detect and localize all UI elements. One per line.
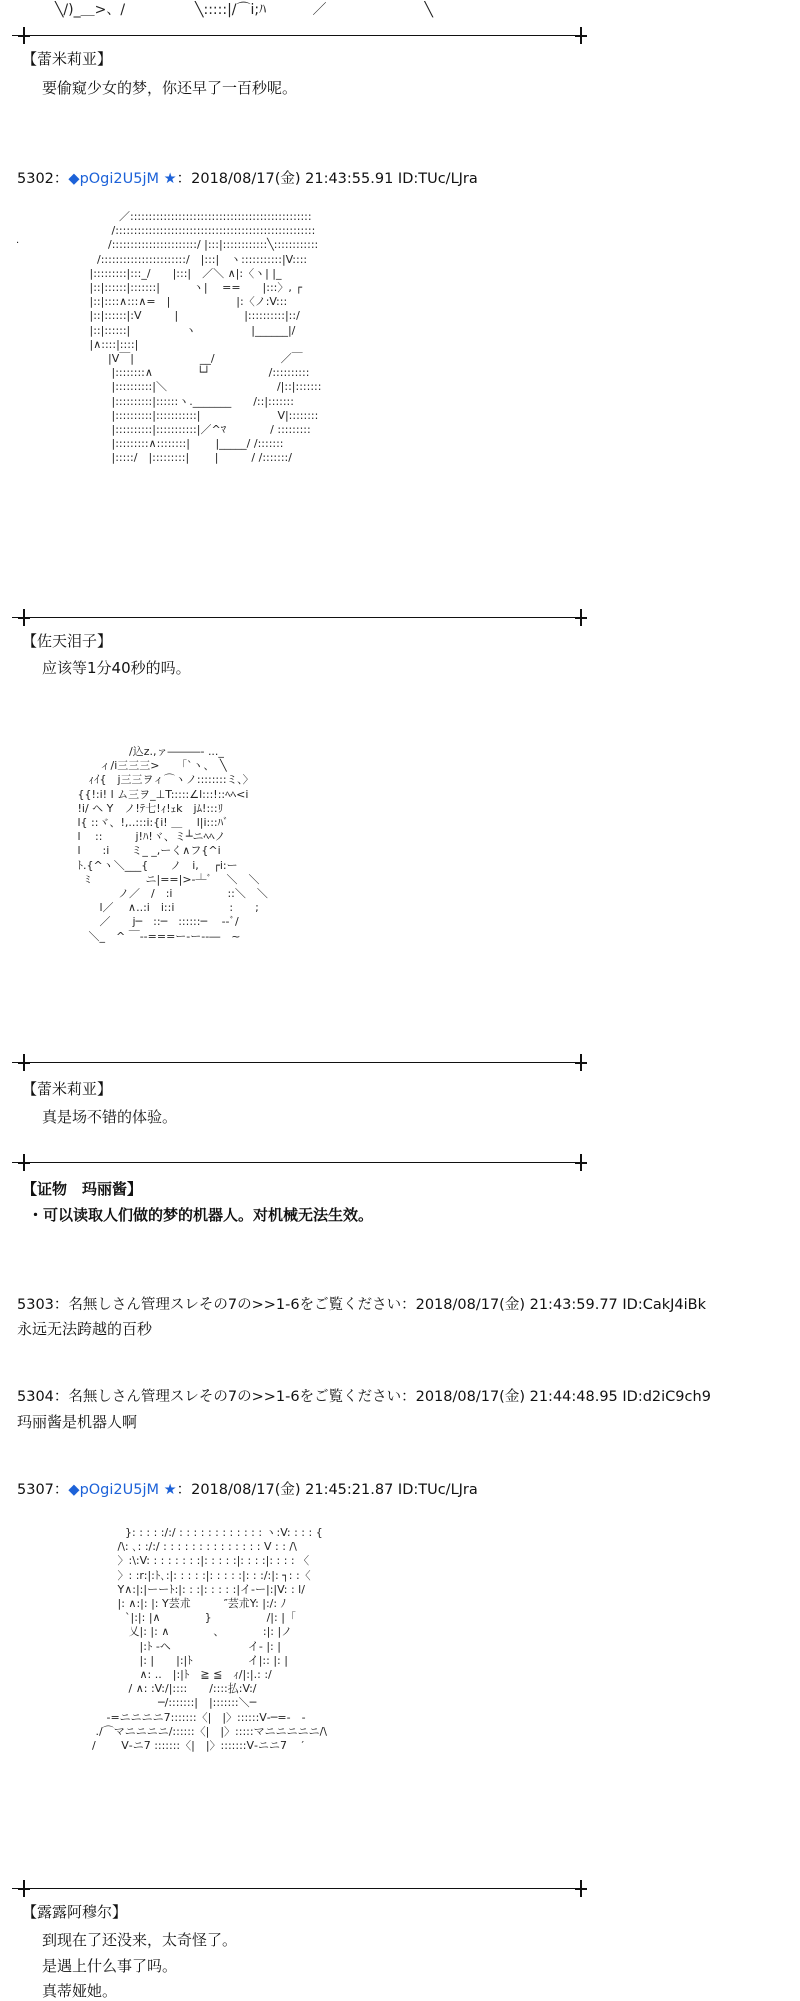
post-separator: ： (176, 1482, 192, 1498)
ascii-art-line: |∧::::|::::| (75, 337, 139, 351)
ascii-art-line: |::|::::∧:::∧= | |:〈ノ:V::: (75, 295, 288, 309)
ascii-art-line: l／ ∧..:i i::i : ; (52, 901, 259, 915)
speaker-name: 【蕾米莉亚】 (22, 1080, 113, 1098)
ascii-art-line: ─/:::::::| |:::::::＼─ (70, 1696, 257, 1710)
ascii-art-line: /:::::::::::::::::::::::/ |:::| ヽ:::::::::::|V:::: (75, 252, 308, 266)
ascii-art-line: |:::::::::∧::::::::| |_____/ /::::::: (75, 437, 284, 451)
section-divider (12, 1154, 587, 1172)
ascii-art-character (70, 1526, 327, 1753)
dialogue-line: 应该等1分40秒的吗。 (42, 659, 191, 677)
ascii-art-line: |::::::::::|:::::::::::|／^ﾏ / ::::::::: (75, 423, 311, 437)
ascii-art-line: |::::::::∧ └┘ /:::::::::: (75, 366, 310, 380)
evidence-description: ・可以读取人们做的梦的机器人。对机械无法生效。 (28, 1206, 374, 1224)
ascii-art-line: |: | |:|ﾄ イ|:: |: | (70, 1653, 288, 1667)
ascii-art-line: /:::::::::::::::::::::::/ |:::|::::::::::::╲:::::::::::: (75, 238, 319, 252)
ascii-art-line: |::|::::::|:::::::| ヽ| == |:::〉, ┌ (75, 281, 302, 295)
ascii-art-line: ィ/i三三三> 「`ヽ、 ╲ (52, 759, 227, 773)
dialogue-line: 要偷窥少女的梦，你还早了一百秒呢。 (42, 79, 298, 97)
ascii-art-fragment-top: ╲/)_＿>、/ ╲:::::|/⌒i;ﾊ ／ ╲ (55, 2, 433, 18)
ascii-art-line: |::|::::::| ヽ |______|/ (75, 323, 296, 337)
ascii-art-line: ／::::::::::::::::::::::::::::::::::::::::::::::::: (75, 210, 312, 223)
section-divider (12, 27, 587, 45)
stray-dot: . (16, 235, 20, 246)
dialogue-line: 真蒂娅她。 (42, 1982, 118, 2000)
ascii-art-line: |::|::::::|:V | |::::::::::|::/ (75, 309, 300, 323)
ascii-art-line: 〉:\:V: : : : : : : :|: : : : :|: : : :|: : : : 〈 (70, 1554, 310, 1568)
ascii-art-line: {{!:i! l ム三ヲ_⊥T:::::∠l:::!::ﾍﾍ<i (52, 787, 249, 801)
dialogue-line: 是遇上什么事了吗。 (42, 1957, 178, 1975)
ascii-art-line: ／ j─ ::─ ::::::─ ‐-ﾞ/ (52, 915, 239, 929)
ascii-art-line: ノ／ / :i ::＼ ＼ (52, 887, 268, 901)
ascii-art-line: ｨｲ{ j三三ヲィ⌒ヽノ::::::::ミ、〉 (52, 773, 254, 787)
ascii-art-line: /込z.,ァ―――- ..._ (52, 745, 224, 758)
tripcode-link[interactable]: pOgi2U5jM (79, 171, 160, 187)
post-header (17, 170, 478, 188)
ascii-art-line: l{ ::ヾ、!,..:::i:{i! ＿ l|i:::ﾊﾞ (52, 816, 229, 830)
ascii-art-line: / V‐ニ7 :::::::〈| |〉:::::::V‐ニニ7 ′ (70, 1739, 304, 1753)
speaker-name: 【露露阿穆尔】 (22, 1903, 128, 1921)
post-number: 5307： (17, 1482, 69, 1498)
trip-diamond: ◆ (68, 1482, 80, 1498)
ascii-art-line: !i/ ヘ Y ノ!ﾃ七!ｨ!ｪk jﾑ!:::ﾘ (52, 801, 224, 815)
ascii-art-line: /:::::::::::::::::::::::::::::::::::::::::::::::::::::: (75, 224, 316, 238)
ascii-art-line: }: : : : :/:/ : : : : : : : : : : : : ヽ:V: : : : { (70, 1526, 323, 1539)
section-divider (12, 609, 587, 627)
speaker-name: 【佐天泪子】 (22, 632, 113, 650)
post-body: 永远无法跨越的百秒 (17, 1320, 153, 1338)
ascii-art-line: |:ﾄ -ヘ イ- |: | (70, 1639, 281, 1653)
section-divider (12, 1880, 587, 1898)
ascii-art-line: |:::::/ |:::::::::| | / /:::::::/ (75, 451, 292, 465)
ascii-art-line: ＼_ ^ ￣‐-===ー-ー--― ~ (52, 929, 241, 943)
ascii-art-line: |::::::::::|::::::ヽ._______ /::|::::::: (75, 394, 294, 408)
star-icon: ★ (163, 1482, 177, 1498)
ascii-art-line: `|:|: |∧ } /|: |「 (70, 1611, 296, 1625)
evidence-title: 【证物 玛丽酱】 (22, 1180, 143, 1198)
ascii-art-line: l :: j!ﾊ!ヾ、ミ┴ニﾍﾍノ (52, 830, 226, 844)
trip-diamond: ◆ (68, 171, 80, 187)
ascii-art-line: ∧: .. |:|ﾄ ≧ ≦ ｨ/|:|.: :/ (70, 1668, 272, 1682)
post-datetime: 2018/08/17(金) 21:43:55.91 ID:TUc/LJra (191, 171, 478, 187)
ascii-art-line: /\: ､: :/:/ : : : : : : : : : : : : : : V : : /\ (70, 1540, 297, 1554)
ascii-art-line: |: ∧:|: |: Y芸朮 ″芸朮Y: |:/: ﾉ (70, 1597, 287, 1611)
ascii-art-line: 乂|: |: ∧ 、 :|: |ノ (70, 1625, 293, 1639)
post-header (17, 1481, 478, 1499)
ascii-art-line: -=ニニニニ7:::::::〈| |〉::::::V‐─=- - (70, 1710, 306, 1724)
ascii-art-character (52, 745, 268, 944)
ascii-art-line: ﾄ.{^ヽ＼___{ ノ i, ┌i:ー (52, 858, 238, 872)
dialogue-line: 到现在了还没来，太奇怪了。 (42, 1931, 238, 1949)
post-datetime: 2018/08/17(金) 21:45:21.87 ID:TUc/LJra (191, 1482, 478, 1498)
ascii-art-line: ./⌒マニニニニ/::::::〈| |〉:::::マニニニニニ/\ (70, 1724, 327, 1738)
ascii-art-line: |::::::::::|:::::::::::| V|:::::::: (75, 408, 319, 422)
post-header: 5304：名無しさん管理スレその7の>>1-6をご覧ください：2018/08/17(金) 21:44:48.95 ID:d2iC9ch9 (17, 1389, 711, 1405)
ascii-art-character (75, 210, 321, 466)
ascii-art-line: |:::::::::|:::_/ |:::| ／＼ ∧|:〈ヽ| |_ (75, 266, 282, 280)
ascii-art-line: |::::::::::|＼ /|::|::::::: (75, 380, 322, 394)
post-body: 玛丽酱是机器人啊 (17, 1413, 138, 1431)
section-divider (12, 1054, 587, 1072)
speaker-name: 【蕾米莉亚】 (22, 50, 113, 68)
ascii-art-line: 〉: :r:|:ﾄ､:|: : : : :|: : : : :|: : :/:|: ┐: :〈 (70, 1568, 311, 1582)
tripcode-link[interactable]: pOgi2U5jM (79, 1482, 160, 1498)
ascii-art-line: l :i ミ_ _,ーく∧フ{^i (52, 844, 221, 858)
ascii-art-line: |V￣| __/ ／￣ (75, 352, 303, 366)
ascii-art-line: Y∧:|:|ーーﾄ:|: : :|: : : : :|イ-ー|:|V: : l/ (70, 1582, 305, 1596)
dialogue-line: 真是场不错的体验。 (42, 1108, 178, 1126)
post-separator: ： (176, 171, 192, 187)
ascii-art-line: ﾐ ニ|==|>-┴ﾞ ＼ ＼ (52, 872, 260, 886)
star-icon: ★ (163, 171, 177, 187)
ascii-art-line: / ∧: :V:/|:::: /::::払:V:/ (70, 1682, 257, 1696)
post-header: 5303：名無しさん管理スレその7の>>1-6をご覧ください：2018/08/17(金) 21:43:59.77 ID:CakJ4iBk (17, 1297, 707, 1313)
post-number: 5302： (17, 171, 69, 187)
